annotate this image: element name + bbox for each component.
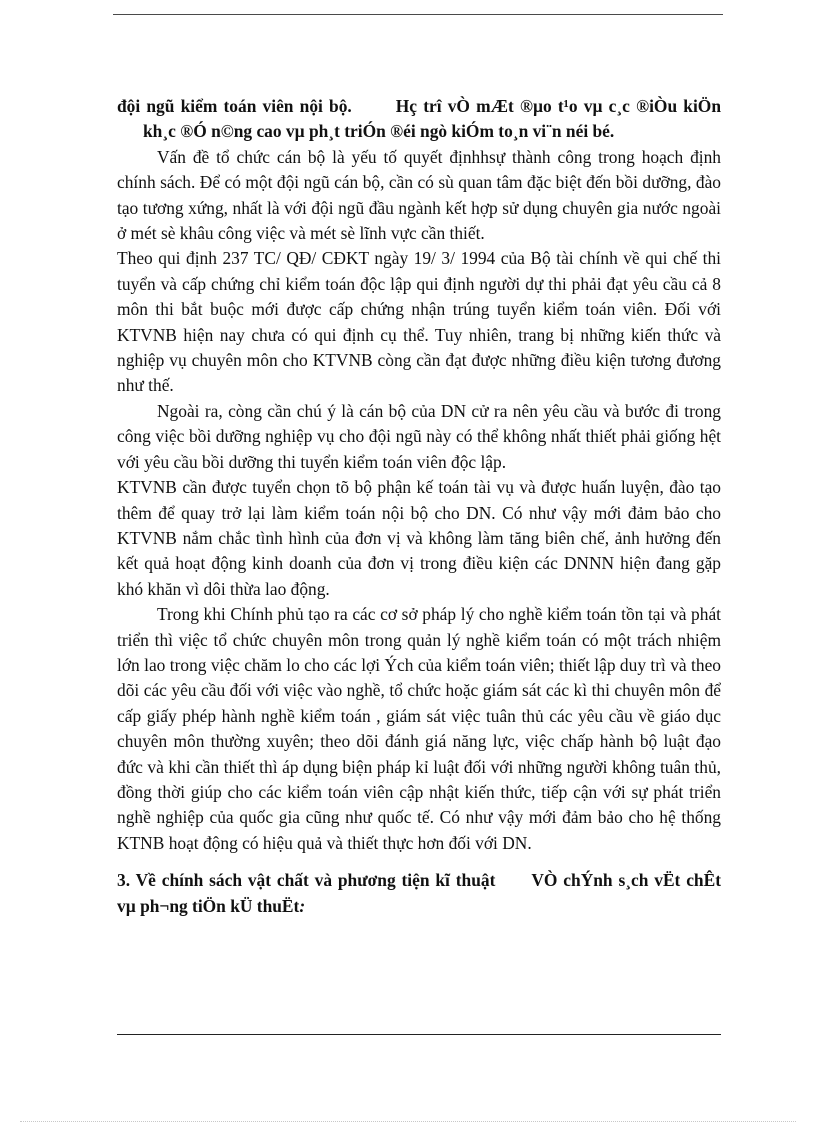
paragraph-3: Ngoài ra, còng cần chú ý là cán bộ của DN cử ra nên yêu cầu và bước đi trong công việc bồi dưỡng nghiệp vụ cho đội ngũ này có thể không nhất thiết phải giống hệt với yêu cầu bồi dưỡng thi tuyển kiểm toán viên độc lập. xyxy=(117,400,721,472)
section-heading-garbled: VÒ chÝnh s¸ch vËt chÊt vµ ph¬ng tiÖn kÜ thuËt xyxy=(117,870,721,916)
top-border-line xyxy=(113,14,723,15)
section-heading xyxy=(117,868,721,919)
paragraph-4: KTVNB cần được tuyển chọn tõ bộ phận kế toán tài vụ và được huấn luyện, đào tạo thêm để quay trở lại làm kiểm toán nội bộ cho DN. Có như vậy mới đảm bảo cho KTVNB nắm chắc tình hình của đơn vị và không làm tăng biên chế, ảnh hưởng đến kết quả hoạt động kinh doanh của đơn vị trong điều kiện các DNNN hiện đang gặp khó khăn vì dôi thừa lao động. xyxy=(117,477,721,599)
intro-garbled-text: Hç trî vÒ mÆt ®µo t¹o vµ c¸c ®iÒu kiÖn kh¸c ®Ó n©ng cao vµ ph¸t triÓn ®éi ngò kiÓm to¸n vi¨n néi bé. xyxy=(143,96,722,142)
footer-separator-line xyxy=(117,1034,721,1035)
paragraph-5: Trong khi Chính phủ tạo ra các cơ sở pháp lý cho nghề kiểm toán tồn tại và phát triển thì việc tổ chức chuyên môn trong quản lý nghề kiểm toán có một trách nhiệm lớn lao trong việc chăm lo cho các lợi Ých của kiểm toán viên; thiết lập duy trì và theo dõi các yêu cầu đối với việc vào nghề, tổ chức hoặc giám sát các kì thi chuyên môn để cấp giấy phép hành nghề kiểm toán , giám sát việc tuân thủ các yêu cầu về giáo dục chuyên môn thường xuyên; theo dõi đánh giá năng lực, việc chấp hành bộ luật đạo đức và khi cần thiết thì áp dụng biện pháp kỉ luật đối với những người không tuân thủ, đồng thời giúp cho các kiểm toán viên cập nhật kiến thức, tiếp cận với sự phát triển nghề nghiệp của quốc gia cũng như quốc tế. Có như vậy mới đảm bảo cho hệ thống KTNB hoạt động có hiệu quả và thiết thực hơn đối với DN. xyxy=(117,604,721,853)
intro-lead-text: đội ngũ kiểm toán viên nội bộ. xyxy=(117,96,352,116)
document-page xyxy=(117,94,721,919)
paragraph-intro xyxy=(117,94,721,145)
section-heading-lead: 3. Về chính sách vật chất và phương tiện kĩ thuật xyxy=(117,870,496,891)
section-heading-colon: : xyxy=(299,895,306,916)
paragraph-1: Vấn đề tổ chức cán bộ là yếu tố quyết địnhhsự thành công trong hoạch định chính sách. Để có một đội ngũ cán bộ, cần có sù quan tâm đặc biệt đến bồi dưỡng, đào tạo tương xứng, nhất là với đội ngũ đầu ngành kết hợp sử dụng chuyên gia nước ngoài ở mét sè khâu công việc và mét sè lĩnh vực cần thiết. xyxy=(117,146,721,244)
page-bottom-edge xyxy=(20,1121,796,1122)
paragraph-2: Theo qui định 237 TC/ QĐ/ CĐKT ngày 19/ 3/ 1994 của Bộ tài chính về qui chế thi tuyển và cấp chứng chỉ kiểm toán độc lập qui định người dự thi phải đạt yêu cầu cả 8 môn thi bắt buộc mới được cấp chứng nhận trúng tuyển kiểm toán viên. Đối với KTVNB hiện nay chưa có qui định cụ thể. Tuy nhiên, trang bị những kiến thức và nghiệp vụ chuyên môn cho KTVNB còng cần đạt được những điều kiện tương đương như thế. xyxy=(117,248,721,396)
